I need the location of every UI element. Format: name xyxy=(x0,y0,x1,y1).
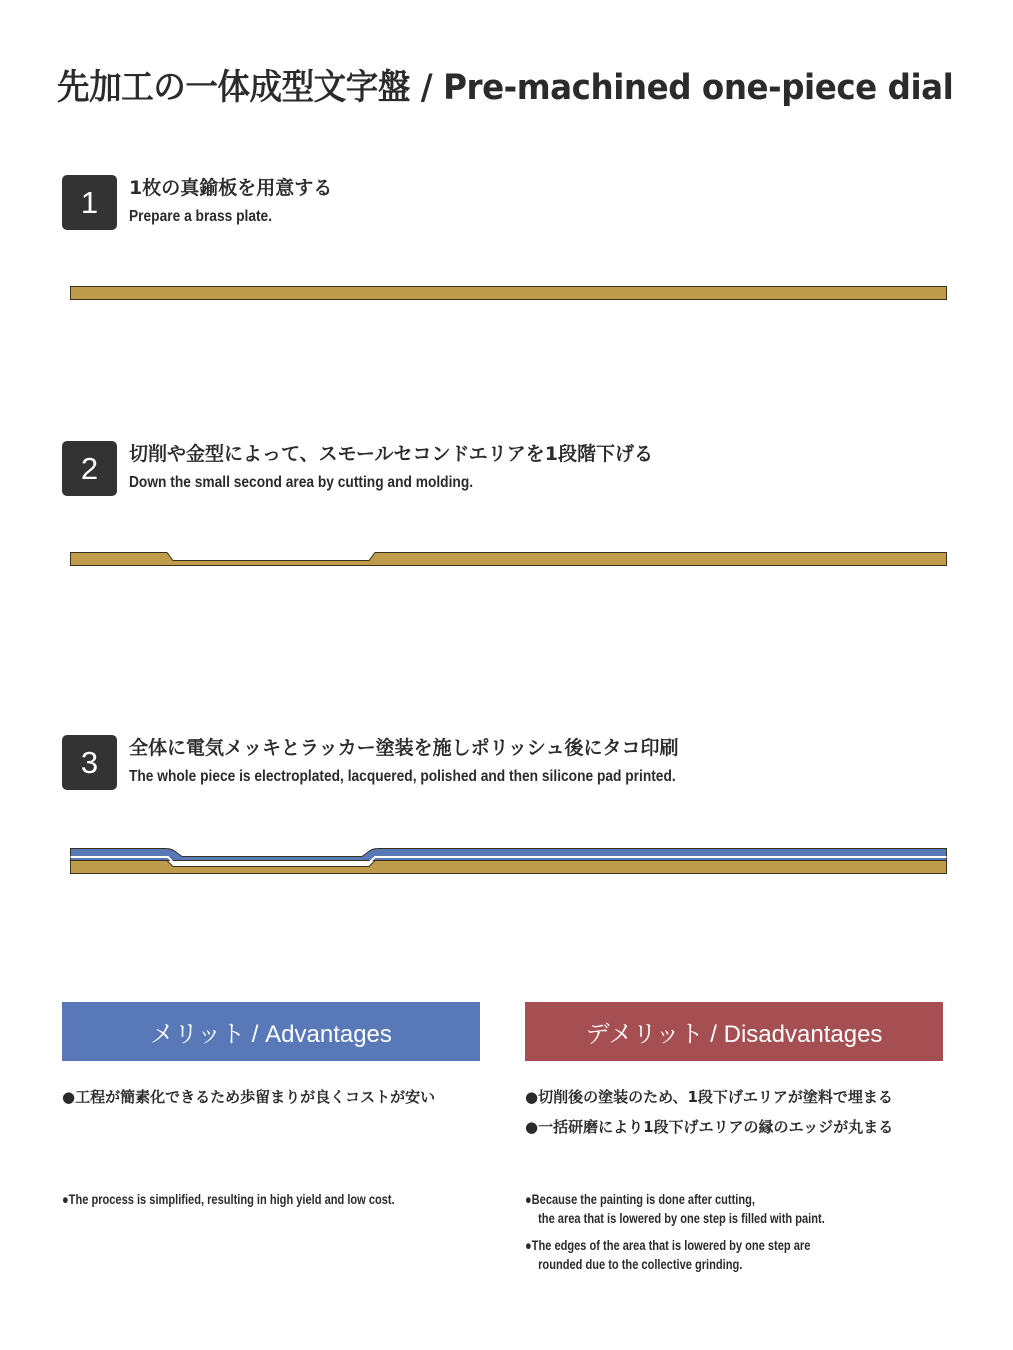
disadvantage-en-1-line-2: the area that is lowered by one step is filled with paint. xyxy=(538,1211,825,1226)
step-2-diagram xyxy=(0,540,1013,580)
advantage-jp-1: ●工程が簡素化できるため歩留まりが良くコストが安い xyxy=(62,1088,436,1106)
advantage-en-1-line-1: ●The process is simplified, resulting in high yield and low cost. xyxy=(62,1192,395,1207)
step-3-diagram xyxy=(0,840,1013,880)
disadvantages-header: デメリット / Disadvantages xyxy=(525,1002,943,1061)
disadvantage-en-2-line-1: ●The edges of the area that is lowered by one step are xyxy=(525,1238,811,1253)
disadvantage-en-2 xyxy=(525,1236,810,1274)
disadvantage-en-1 xyxy=(525,1190,825,1228)
brass-plate xyxy=(71,287,947,300)
brass-plate-stepped xyxy=(71,861,947,874)
disadvantage-jp-2: ●一括研磨により1段下げエリアの縁のエッジが丸まる xyxy=(525,1118,894,1136)
step-1-text xyxy=(129,175,332,228)
advantage-en-1 xyxy=(62,1190,395,1209)
step-3-text xyxy=(129,735,765,788)
step-2-jp: 切削や金型によって、スモールセコンドエリアを1段階下げる xyxy=(129,443,653,465)
step-1-en: Prepare a brass plate. xyxy=(129,208,273,225)
plated-lacquered-layer xyxy=(71,849,947,861)
advantages-header: メリット / Advantages xyxy=(62,1002,480,1061)
disadvantage-en-2-line-2: rounded due to the collective grinding. xyxy=(538,1257,743,1272)
step-1-jp: 1枚の真鍮板を用意する xyxy=(129,177,333,199)
step-1-diagram xyxy=(0,270,1013,320)
brass-plate-stepped xyxy=(71,553,947,566)
step-1-badge: 1 xyxy=(62,175,117,230)
step-2-badge: 2 xyxy=(62,441,117,496)
step-3-en: The whole piece is electroplated, lacquered, polished and then silicone pad printed. xyxy=(129,768,676,785)
page-title: 先加工の一体成型文字盤 / Pre-machined one-piece dial xyxy=(57,68,954,108)
disadvantage-jp-1: ●切削後の塗装のため、1段下げエリアが塗料で埋まる xyxy=(525,1088,893,1106)
step-2-en: Down the small second area by cutting and molding. xyxy=(129,474,474,491)
disadvantage-en-1-line-1: ●Because the painting is done after cutting, xyxy=(525,1192,755,1207)
step-3-jp: 全体に電気メッキとラッカー塗装を施しポリッシュ後にタコ印刷 xyxy=(129,737,679,759)
step-3-badge: 3 xyxy=(62,735,117,790)
step-2-text xyxy=(129,441,653,494)
